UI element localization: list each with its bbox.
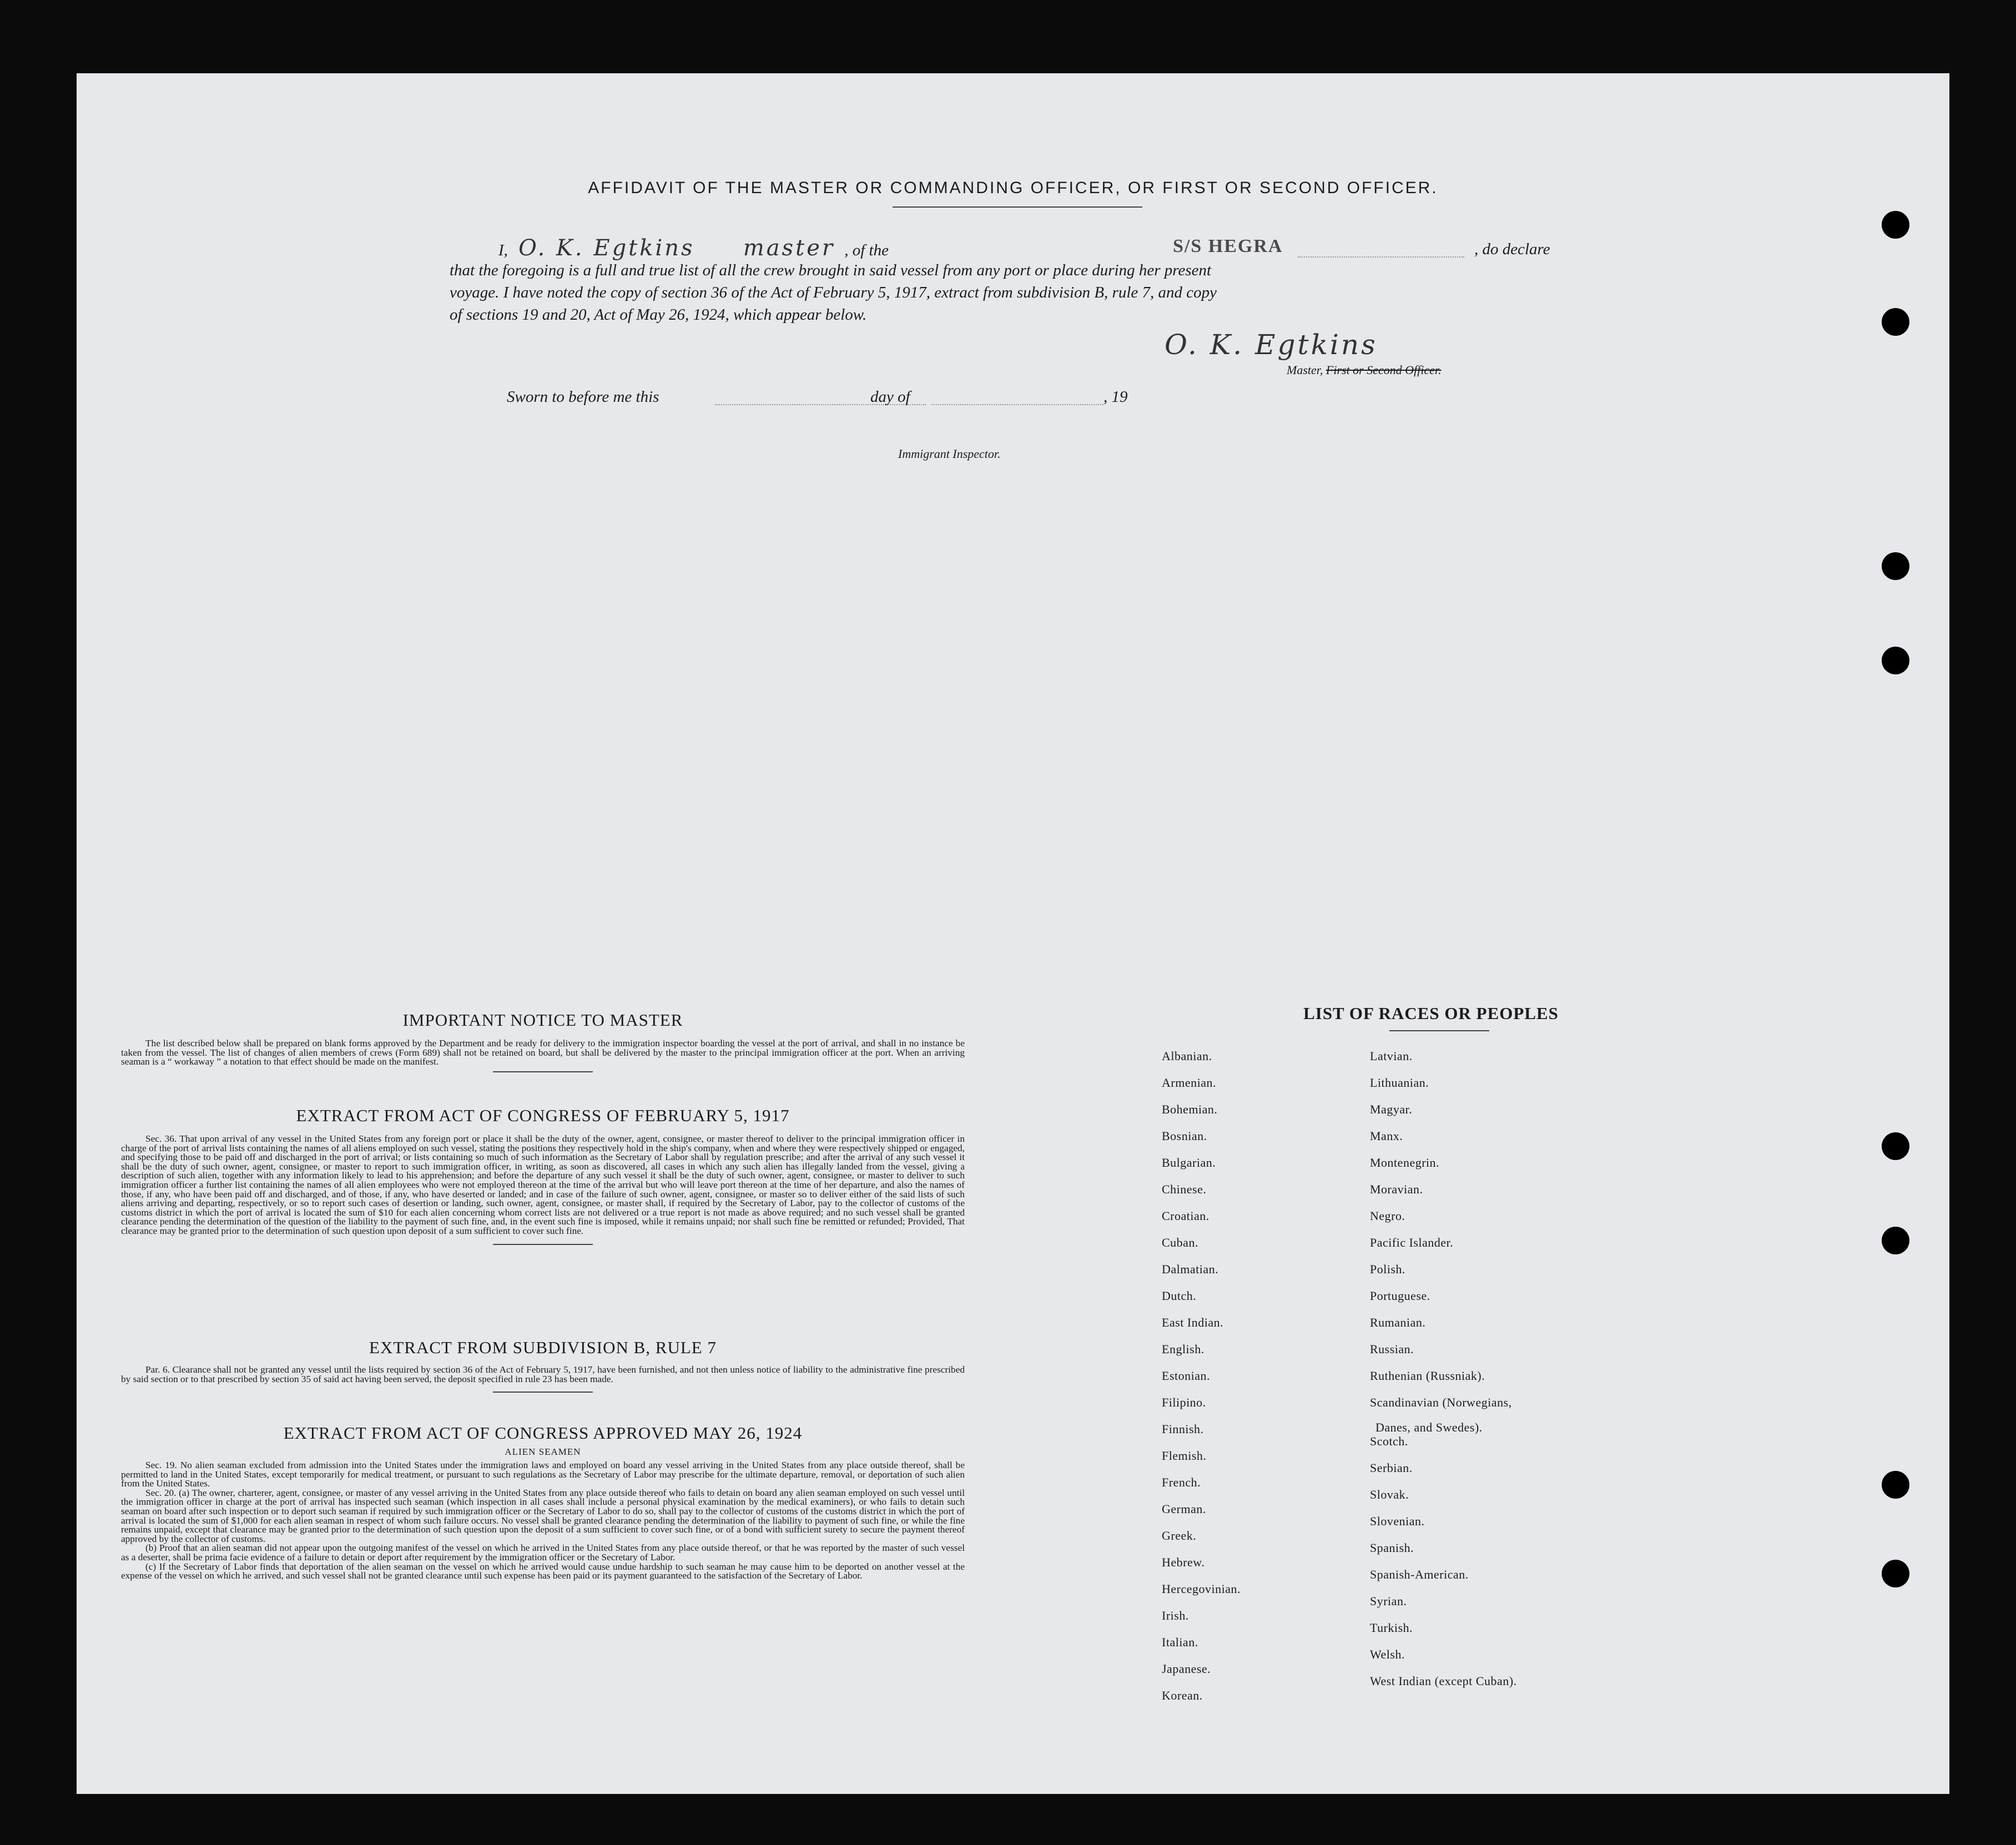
notice-text: The list described below shall be prepared on blank forms approved by the Department and be ready for delivery to the immigration inspector boarding the vessel at the port of arrival, and shall in no instance be taken from the vessel. The list of changes of alien members of crews (Form 689) shall not be retained on board, but shall be delivered by the master to the principal immigration officer at the port. When an arriving seaman is a “ workaway ” a notation to that effect should be made on the manifest.	[121, 1038, 965, 1067]
binder-hole	[1882, 1227, 1909, 1254]
race-item: Magyar.	[1370, 1102, 1413, 1116]
race-item: French.	[1162, 1475, 1201, 1489]
document-page	[77, 73, 1949, 1794]
race-item: Flemish.	[1162, 1449, 1207, 1463]
binder-hole	[1882, 647, 1909, 674]
race-item: Armenian.	[1162, 1076, 1216, 1090]
race-item: Filipino.	[1162, 1395, 1206, 1409]
race-item: Japanese.	[1162, 1662, 1211, 1676]
inspector-caption: Immigrant Inspector.	[898, 447, 1001, 461]
extract-1924-sec20a: Sec. 20. (a) The owner, charterer, agent, consignee, or master of any vessel arriving in the United States from any place outside thereof who fails to detain on board any alien seaman employed on such vessel until the immigration officer in charge at the port of arrival has inspected such seaman (which inspection in all cases shall include a personal physical examination by the medical examiners), or who fails to detain such seaman on board after such inspection or to deport such seaman if required by such immigration officer or the Secretary of Labor to do so, shall pay to the collector of customs of the customs district in which the port of arrival is located the sum of $1,000 for each alien seaman in respect of whom such failure occurs. No vessel shall be granted clearance pending the determination of the liability to payment of such fine, or while the fine remains unpaid, except that clearance may be granted prior to the determination of such question upon the deposit of a sum sufficient to cover such fine, or of a bond with sufficient surety to secure the payment thereof approved by the collector of customs.	[121, 1487, 965, 1544]
notice-rule	[493, 1071, 593, 1072]
race-item: Estonian.	[1162, 1369, 1210, 1383]
race-item: Polish.	[1370, 1262, 1406, 1276]
binder-hole	[1882, 211, 1909, 239]
race-item: Bohemian.	[1162, 1102, 1218, 1116]
race-item: Dutch.	[1162, 1289, 1197, 1303]
extract-1917-rule	[493, 1244, 593, 1245]
notice-section	[121, 1010, 965, 1072]
extract-1924-sec20b: (b) Proof that an alien seaman did not appear upon the outgoing manifest of the vessel on which he arrived in the United States from any place outside thereof, or that he was reported by the master of such vessel as a deserter, shall be prima facie evidence of a failure to detain or deport after requirement by the immigration officer or the Secretary of Labor.	[121, 1542, 965, 1562]
race-item: Dalmatian.	[1162, 1262, 1219, 1276]
notice-title: IMPORTANT NOTICE TO MASTER	[402, 1010, 683, 1030]
master-signature-handwritten: O. K. Egtkins	[1165, 329, 1378, 361]
affidavit-line-1	[498, 237, 1609, 261]
affidavit-do-declare: , do declare	[1474, 240, 1550, 258]
race-item: Chinese.	[1162, 1182, 1207, 1196]
race-item: Scandinavian (Norwegians,	[1370, 1395, 1512, 1409]
race-item: Serbian.	[1370, 1461, 1413, 1475]
sworn-month-dotted-line	[931, 404, 1103, 405]
master-name-handwritten: O. K. Egtkins	[518, 235, 695, 261]
race-item: German.	[1162, 1502, 1206, 1516]
race-item: Lithuanian.	[1370, 1076, 1429, 1090]
race-item: East Indian.	[1162, 1315, 1224, 1329]
race-item: West Indian (except Cuban).	[1370, 1674, 1517, 1688]
extract-rule7-text: Par. 6. Clearance shall not be granted any vessel until the lists required by section 36 of the Act of February 5, 1917, have been furnished, and not then unless notice of liability to the administrative fine prescribed by said section or to that prescribed by section 35 of said act having been served, the deposit specified in rule 23 has been made.	[121, 1364, 965, 1384]
binder-hole	[1882, 1471, 1909, 1499]
race-item: Syrian.	[1370, 1594, 1407, 1608]
sworn-year-prefix: , 19	[1103, 388, 1128, 406]
race-item: Italian.	[1162, 1635, 1198, 1649]
race-item: Bulgarian.	[1162, 1156, 1216, 1169]
race-item: Albanian.	[1162, 1049, 1212, 1063]
race-item: Korean.	[1162, 1688, 1203, 1702]
race-item: Greek.	[1162, 1529, 1197, 1542]
rank-handwritten: master	[743, 235, 835, 261]
race-item: Montenegrin.	[1370, 1156, 1440, 1169]
extract-1917-section	[121, 1106, 965, 1245]
race-item: Hercegovinian.	[1162, 1582, 1241, 1596]
vessel-name-stamp: S/S HEGRA	[1173, 236, 1283, 256]
affidavit-line-3: voyage. I have noted the copy of section 36 of the Act of February 5, 1917, extract from subdivision B, rule 7, and copy	[450, 284, 1217, 301]
extract-rule7-section	[121, 1338, 965, 1393]
signature-caption-master: Master,	[1287, 363, 1323, 377]
race-item: Moravian.	[1370, 1182, 1423, 1196]
binder-hole	[1882, 1132, 1909, 1160]
extract-1924-sec20c: (c) If the Secretary of Labor finds that deportation of the alien seaman on the vessel on which he arrived would cause undue hardship to such seaman he may cause him to be deported on another vessel at the expense of the vessel on which he arrived, and such vessel shall not be granted clearance until such expense has been paid or its payment guaranteed to the satisfaction of the Secretary of Labor.	[121, 1561, 965, 1581]
race-item: Croatian.	[1162, 1209, 1209, 1223]
race-item: Russian.	[1370, 1342, 1414, 1356]
extract-1924-title: EXTRACT FROM ACT OF CONGRESS APPROVED MAY 26, 1924	[283, 1423, 803, 1443]
race-item: Irish.	[1162, 1609, 1189, 1622]
race-item: English.	[1162, 1342, 1204, 1356]
race-item: Turkish.	[1370, 1621, 1413, 1635]
vessel-name-dotted-line	[1298, 256, 1464, 258]
race-item: Spanish.	[1370, 1541, 1414, 1555]
extract-1917-title: EXTRACT FROM ACT OF CONGRESS OF FEBRUARY 5, 1917	[296, 1106, 790, 1125]
race-item: Slovak.	[1370, 1488, 1409, 1501]
race-item: Finnish.	[1162, 1422, 1204, 1436]
extract-1924-subtitle: ALIEN SEAMEN	[505, 1446, 581, 1457]
binder-hole	[1882, 308, 1909, 336]
race-item: Manx.	[1370, 1129, 1403, 1143]
affidavit-line1-prefix: I,	[498, 241, 508, 259]
race-item: Scotch.	[1370, 1434, 1408, 1448]
race-item: Rumanian.	[1370, 1315, 1426, 1329]
race-item: Spanish-American.	[1370, 1567, 1469, 1581]
affidavit-line-4: of sections 19 and 20, Act of May 26, 1924, which appear below.	[450, 306, 867, 324]
race-item: Bosnian.	[1162, 1129, 1207, 1143]
race-item: Portuguese.	[1370, 1289, 1430, 1303]
race-item: Negro.	[1370, 1209, 1405, 1223]
extract-1924-section	[121, 1423, 965, 1581]
signature-caption	[1287, 363, 1442, 377]
race-item: Ruthenian (Russniak).	[1370, 1369, 1485, 1383]
race-scandinavian-continued: Danes, and Swedes).	[1375, 1420, 1483, 1434]
race-item: Welsh.	[1370, 1647, 1405, 1661]
extract-1924-sec19: Sec. 19. No alien seaman excluded from admission into the United States under the immigration laws and employed on board any vessel arriving in the United States from any place outside thereof, shall be permitted to land in the United States, except temporarily for medical treatment, or pursuant to such regulations as the Secretary of Labor may prescribe for the ultimate departure, removal, or deportation of such alien from the United States.	[121, 1460, 965, 1489]
race-item: Pacific Islander.	[1370, 1236, 1454, 1249]
affidavit-title: AFFIDAVIT OF THE MASTER OR COMMANDING OFFICER, OR FIRST OR SECOND OFFICER.	[588, 179, 1438, 197]
sworn-day-of: day of	[870, 388, 910, 406]
binder-hole	[1882, 552, 1909, 580]
extract-rule7-title: EXTRACT FROM SUBDIVISION B, RULE 7	[369, 1338, 717, 1357]
signature-caption-struck: First or Second Officer.	[1325, 363, 1442, 377]
extract-1917-text: Sec. 36. That upon arrival of any vessel in the United States from any foreign port or place it shall be the duty of the owner, agent, consignee, or master thereof to deliver to the principal immigration officer in charge of the port of arrival lists containing the names of all aliens employed on such vessel, stating the positions they respectively hold in the ship's company, when and where they were respectively shipped or engaged, and specifying those to be paid off and discharged in the port of arrival; or lists containing so much of such information as the Secretary of Labor shall by regulation prescribe; and after the arrival of any such vessel it shall be the duty of such owner, agent, consignee, or master to report to such immigration officer, in writing, as soon as discovered, all cases in which any such alien has illegally landed from the vessel, giving a description of such alien, together with any information likely to lead to his apprehension; and before the departure of any such vessel it shall be the duty of such owner, agent, consignee, or master to deliver to such immigration officer a further list containing the names of all alien employees who were not employed thereon at the time of the arrival but who will leave port thereon at the time of her departure, and also the names of those, if any, who have been paid off and discharged, and of those, if any, who have deserted or landed; and in case of the failure of such owner, agent, consignee, or master so to deliver either of the said lists of such aliens arriving and departing, respectively, or so to report such cases of desertion or landing, such owner, agent, consignee, or master shall, if required by the Secretary of Labor, pay to the collector of customs of the customs district in which the port of arrival is located the sum of $10 for each alien concerning whom correct lists are not delivered or a true report is not made as above required; and no such vessel shall be granted clearance pending the determination of the question of the liability to the payment of such fine, and, in the event such fine is imposed, while it remains unpaid; nor shall such fine be remitted or refunded; Provided, That clearance may be granted prior to the determination of such question upon deposit of a sum sufficient to cover such fine.	[121, 1133, 965, 1236]
affidavit-of-the: , of the	[844, 241, 889, 259]
race-item: Cuban.	[1162, 1236, 1198, 1249]
sworn-prefix: Sworn to before me this	[507, 388, 659, 406]
race-item: Hebrew.	[1162, 1555, 1205, 1569]
races-title-rule	[1389, 1030, 1489, 1031]
race-item: Slovenian.	[1370, 1514, 1425, 1528]
affidavit-title-rule	[893, 206, 1142, 208]
extract-rule7-rule	[493, 1392, 593, 1393]
affidavit-line-2: that the foregoing is a full and true list of all the crew brought in said vessel from any port or place during her present	[450, 261, 1212, 279]
races-title: LIST OF RACES OR PEOPLES	[1303, 1004, 1559, 1023]
race-item: Latvian.	[1370, 1049, 1413, 1063]
binder-hole	[1882, 1560, 1909, 1587]
